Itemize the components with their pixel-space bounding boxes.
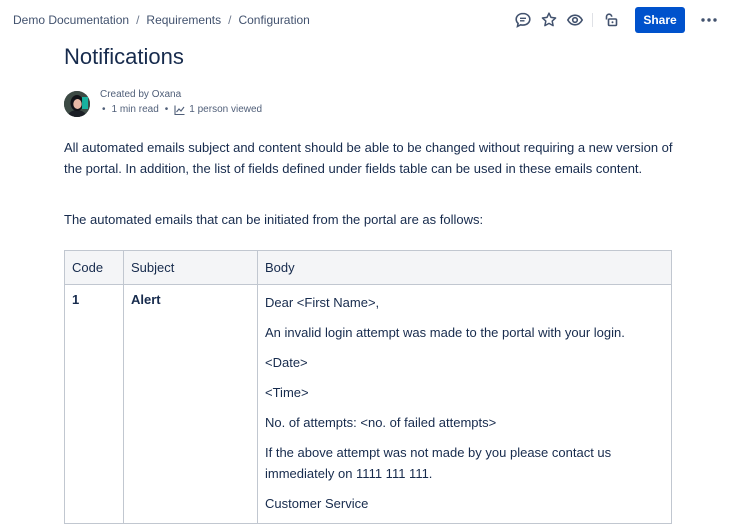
page-title: Notifications xyxy=(64,44,184,69)
comment-icon[interactable] xyxy=(511,8,535,32)
star-icon[interactable] xyxy=(537,8,561,32)
cell-code: 1 xyxy=(65,285,124,524)
top-bar xyxy=(0,0,733,40)
more-icon[interactable] xyxy=(699,8,719,32)
header-body: Body xyxy=(258,251,672,285)
body-line: <Time> xyxy=(265,385,309,400)
breadcrumb-requirements[interactable]: Requirements xyxy=(146,13,222,27)
body-line: Dear <First Name>, xyxy=(265,295,380,310)
byline-stats xyxy=(102,104,262,115)
notifications-table xyxy=(64,250,672,524)
share-button[interactable]: Share xyxy=(635,7,685,33)
body-line: An invalid login attempt was made to the portal with your login. xyxy=(265,325,625,340)
body-line: Customer Service xyxy=(265,496,369,511)
table-row xyxy=(65,285,672,524)
breadcrumb-configuration[interactable]: Configuration xyxy=(238,13,310,27)
intro-paragraph: All automated emails subject and content should be able to be changed without requiring a new version of the portal. In addition, the list of fields defined under fields table can be used in these emails content. xyxy=(64,140,673,176)
restrictions-lock-icon[interactable] xyxy=(599,8,623,32)
table-header-row xyxy=(65,251,672,285)
bullet: • xyxy=(102,104,106,115)
created-by[interactable]: Created by Oxana xyxy=(100,89,182,100)
body-line: <Date> xyxy=(265,355,308,370)
analytics-icon xyxy=(174,105,185,115)
body-line: No. of attempts: <no. of failed attempts> xyxy=(265,415,497,430)
divider xyxy=(589,8,597,32)
breadcrumb-demo-documentation[interactable]: Demo Documentation xyxy=(13,13,130,27)
breadcrumb-separator: / xyxy=(228,13,232,27)
view-count[interactable]: 1 person viewed xyxy=(189,104,263,115)
watch-eye-icon[interactable] xyxy=(563,8,587,32)
page-actions xyxy=(509,7,719,33)
cell-body xyxy=(258,285,672,524)
breadcrumb-separator: / xyxy=(136,13,140,27)
header-subject: Subject xyxy=(124,251,258,285)
breadcrumb xyxy=(13,13,310,27)
cell-subject: Alert xyxy=(124,285,258,524)
header-code: Code xyxy=(65,251,124,285)
list-intro-paragraph: The automated emails that can be initiated from the portal are as follows: xyxy=(64,212,484,227)
bullet: • xyxy=(164,104,169,115)
body-line: If the above attempt was not made by you please contact us immediately on 1111 111 111. xyxy=(265,445,612,481)
avatar[interactable] xyxy=(64,91,90,117)
read-time: 1 min read xyxy=(111,104,159,115)
